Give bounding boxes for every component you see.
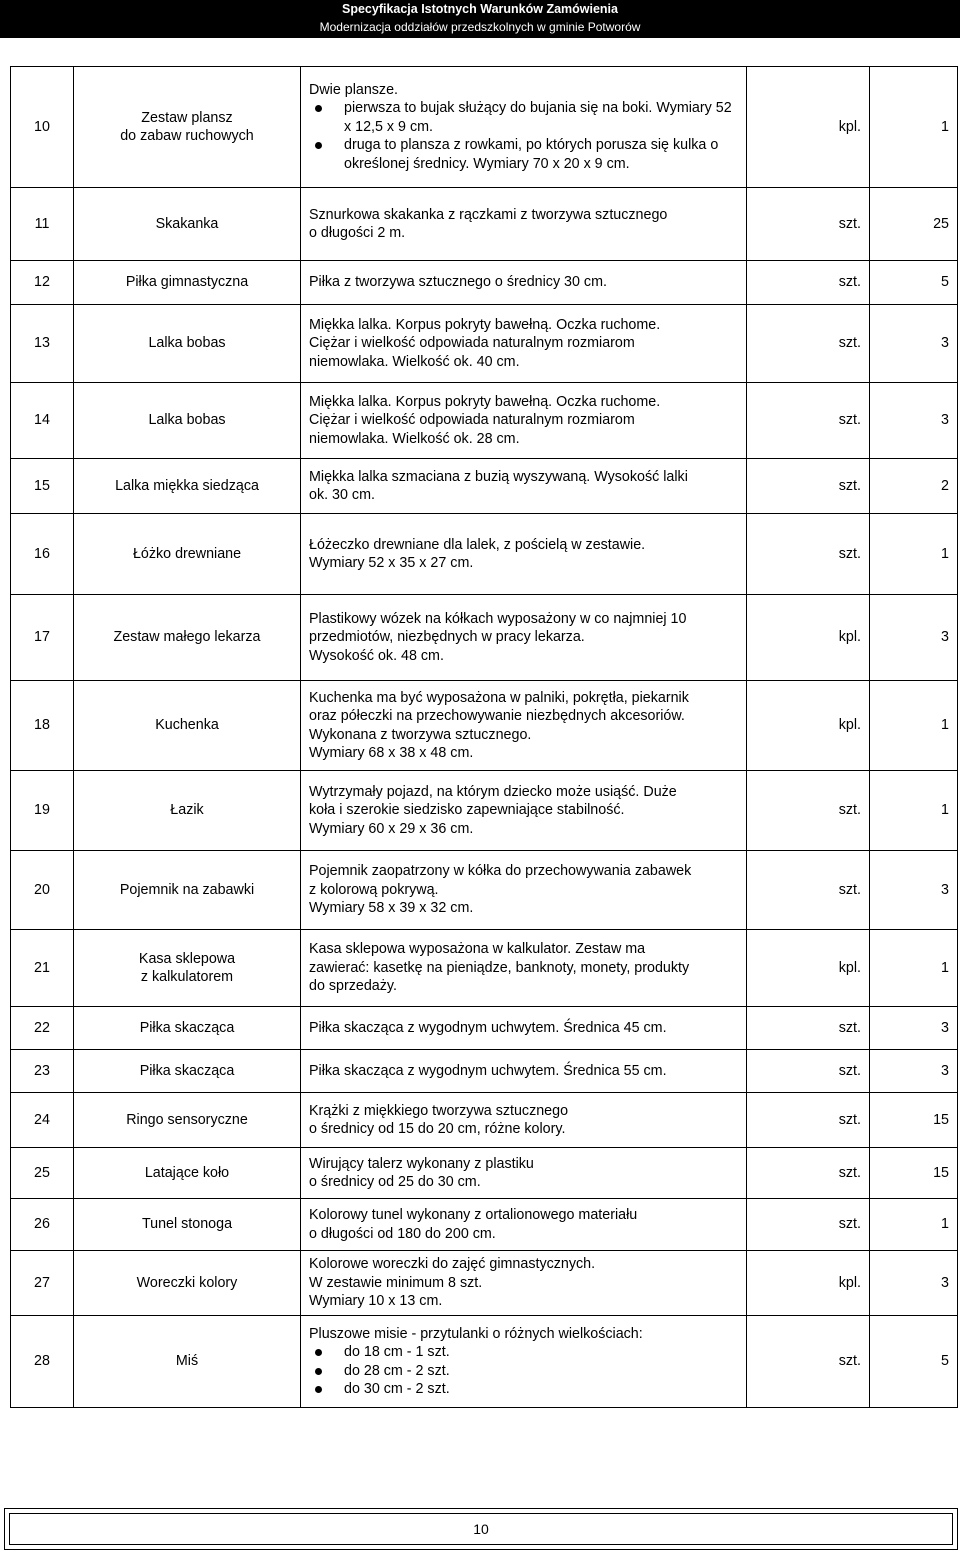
item-description-line: Wymiary 52 x 35 x 27 cm. <box>309 555 474 571</box>
table-row <box>11 1050 958 1093</box>
table-row <box>11 595 958 681</box>
item-description-line: Krążki z miękkiego tworzywa sztucznego <box>309 1102 569 1119</box>
item-name-cell <box>74 261 301 305</box>
item-quantity: 3 <box>870 1050 958 1093</box>
item-number: 13 <box>11 305 74 383</box>
item-number: 19 <box>11 771 74 851</box>
item-quantity: 5 <box>870 261 958 305</box>
item-unit: kpl. <box>747 681 870 771</box>
item-number: 21 <box>11 930 74 1007</box>
item-description-intro: Pluszowe misie - przytulanki o różnych wielkościach: <box>309 1325 643 1342</box>
item-quantity: 1 <box>870 930 958 1007</box>
item-unit: szt. <box>747 459 870 514</box>
table-row <box>11 681 958 771</box>
document-header <box>0 0 960 38</box>
item-name-line: Miś <box>175 1353 199 1370</box>
item-name-cell <box>74 851 301 930</box>
item-unit: szt. <box>747 383 870 459</box>
item-unit: szt. <box>747 305 870 383</box>
item-description-cell <box>301 771 747 851</box>
item-description-line: Wymiary 60 x 29 x 36 cm. <box>309 820 474 837</box>
document-title: Specyfikacja Istotnych Warunków Zamówienia <box>341 2 618 16</box>
item-description-cell <box>301 514 747 595</box>
bullet-item: do 28 cm - 2 szt. <box>309 1362 738 1381</box>
item-number: 11 <box>11 188 74 261</box>
item-description-cell <box>301 1199 747 1251</box>
item-number: 22 <box>11 1007 74 1050</box>
item-number: 26 <box>11 1199 74 1251</box>
item-unit: szt. <box>747 1050 870 1093</box>
item-quantity: 5 <box>870 1316 958 1408</box>
item-unit: kpl. <box>747 595 870 681</box>
item-number: 15 <box>11 459 74 514</box>
item-description-line: Kuchenka ma być wyposażona w palniki, pokrętła, piekarnik <box>309 689 689 706</box>
item-quantity: 2 <box>870 459 958 514</box>
item-quantity: 1 <box>870 681 958 771</box>
item-description-cell <box>301 851 747 930</box>
item-number: 17 <box>11 595 74 681</box>
item-quantity: 3 <box>870 305 958 383</box>
item-quantity: 15 <box>870 1093 958 1148</box>
page-number: 10 <box>9 1513 953 1545</box>
bullet-item: do 30 cm - 2 szt. <box>309 1380 738 1399</box>
item-name-line: Piłka skacząca <box>139 1062 235 1079</box>
specification-table-body <box>11 67 958 1408</box>
item-unit: kpl. <box>747 67 870 188</box>
table-row <box>11 1251 958 1316</box>
item-number: 12 <box>11 261 74 305</box>
item-description-line: koła i szerokie siedzisko zapewniające stabilność. <box>309 802 625 819</box>
item-description-line: o długości 2 m. <box>309 225 406 241</box>
item-description-cell <box>301 681 747 771</box>
item-name-cell <box>74 383 301 459</box>
bullet-item: do 18 cm - 1 szt. <box>309 1343 738 1362</box>
item-name-cell <box>74 459 301 514</box>
table-row <box>11 930 958 1007</box>
item-unit: szt. <box>747 261 870 305</box>
item-description-line: Kasa sklepowa wyposażona w kalkulator. Zestaw ma <box>309 941 646 958</box>
item-name-line: Ringo sensoryczne <box>126 1111 248 1128</box>
item-name-line: Kasa sklepowa <box>138 950 236 967</box>
item-name-line: z kalkulatorem <box>140 969 234 985</box>
item-number: 24 <box>11 1093 74 1148</box>
item-description-line: Plastikowy wózek na kółkach wyposażony w co najmniej 10 <box>309 610 687 627</box>
table-row <box>11 514 958 595</box>
item-description-line: Wymiary 10 x 13 cm. <box>309 1293 443 1310</box>
item-description-line: Pojemnik zaopatrzony w kółka do przechowywania zabawek <box>309 863 692 880</box>
item-description-line: Wirujący talerz wykonany z plastiku <box>309 1155 534 1172</box>
item-name-cell <box>74 188 301 261</box>
item-name-cell <box>74 1316 301 1408</box>
specification-table <box>10 66 958 1408</box>
table-row <box>11 771 958 851</box>
item-description-line: o średnicy od 25 do 30 cm. <box>309 1174 481 1190</box>
bullet-list <box>309 99 738 173</box>
item-name-cell <box>74 514 301 595</box>
item-name-line: Łazik <box>170 802 204 819</box>
item-unit: szt. <box>747 1007 870 1050</box>
item-quantity: 3 <box>870 1251 958 1316</box>
item-name-cell <box>74 771 301 851</box>
item-quantity: 15 <box>870 1148 958 1199</box>
item-unit: szt. <box>747 1093 870 1148</box>
item-name-cell <box>74 67 301 188</box>
item-description-line: Ciężar i wielkość odpowiada naturalnym rozmiarom <box>309 412 635 429</box>
item-name-line: Lalka miękka siedząca <box>115 477 259 494</box>
table-row <box>11 1007 958 1050</box>
item-description-line: ok. 30 cm. <box>309 487 375 503</box>
item-description-cell <box>301 1050 747 1093</box>
table-row <box>11 383 958 459</box>
item-description-line: niemowlaka. Wielkość ok. 40 cm. <box>309 353 520 370</box>
item-unit: szt. <box>747 1316 870 1408</box>
item-name-line: do zabaw ruchowych <box>120 128 254 144</box>
item-number: 25 <box>11 1148 74 1199</box>
item-description-line: Ciężar i wielkość odpowiada naturalnym rozmiarom <box>309 335 635 352</box>
item-name-line: Zestaw małego lekarza <box>113 629 261 646</box>
item-name-line: Piłka gimnastyczna <box>125 274 249 291</box>
table-row <box>11 1199 958 1251</box>
bullet-item: druga to plansza z rowkami, po których porusza się kulka o określonej średnicy. Wymiary 70 x 20 x 9 cm. <box>309 136 738 173</box>
item-description-cell <box>301 595 747 681</box>
table-row <box>11 1316 958 1408</box>
item-number: 10 <box>11 67 74 188</box>
item-description-cell <box>301 1251 747 1316</box>
table-row <box>11 305 958 383</box>
item-unit: kpl. <box>747 930 870 1007</box>
item-description-cell <box>301 305 747 383</box>
item-name-cell <box>74 930 301 1007</box>
table-row <box>11 261 958 305</box>
item-description-intro: Dwie plansze. <box>309 81 398 98</box>
item-name-line: Woreczki kolory <box>136 1274 238 1291</box>
table-row <box>11 67 958 188</box>
item-name-line: Tunel stonoga <box>141 1216 233 1233</box>
item-description-line: do sprzedaży. <box>309 978 397 995</box>
item-quantity: 1 <box>870 67 958 188</box>
item-description-line: W zestawie minimum 8 szt. <box>309 1274 483 1291</box>
item-name-line: Pojemnik na zabawki <box>119 881 255 898</box>
item-name-line: Lalka bobas <box>148 412 226 429</box>
item-name-line: Łóżko drewniane <box>132 545 242 562</box>
item-name-cell <box>74 1199 301 1251</box>
item-description-line: oraz półeczki na przechowywanie niezbędnych akcesoriów. <box>309 708 685 724</box>
bullet-list <box>309 1343 738 1399</box>
item-description-line: przedmiotów, niezbędnych w pracy lekarza. <box>309 629 585 646</box>
item-number: 27 <box>11 1251 74 1316</box>
item-description-line: niemowlaka. Wielkość ok. 28 cm. <box>309 430 520 447</box>
item-description-line: Kolorowy tunel wykonany z ortalionowego materiału <box>309 1207 638 1223</box>
item-description-line: Piłka skacząca z wygodnym uchwytem. Średnica 55 cm. <box>309 1062 667 1079</box>
item-description-line: Sznurkowa skakanka z rączkami z tworzywa sztucznego <box>309 206 668 223</box>
item-number: 20 <box>11 851 74 930</box>
item-quantity: 3 <box>870 1007 958 1050</box>
item-description-cell <box>301 261 747 305</box>
item-description-line: Wykonana z tworzywa sztucznego. <box>309 726 532 743</box>
item-name-cell <box>74 305 301 383</box>
item-name-line: Piłka skacząca <box>139 1019 235 1036</box>
item-unit: szt. <box>747 771 870 851</box>
item-description-cell <box>301 67 747 188</box>
item-quantity: 1 <box>870 771 958 851</box>
item-quantity: 3 <box>870 595 958 681</box>
table-row <box>11 1093 958 1148</box>
table-row <box>11 1148 958 1199</box>
item-description-line: Miękka lalka. Korpus pokryty bawełną. Oczka ruchome. <box>309 316 661 333</box>
item-name-cell <box>74 595 301 681</box>
item-name-cell <box>74 1093 301 1148</box>
item-description-cell <box>301 188 747 261</box>
item-description-line: zawierać: kasetkę na pieniądze, banknoty, monety, produkty <box>309 959 690 976</box>
item-description-line: Wysokość ok. 48 cm. <box>309 647 444 664</box>
item-unit: szt. <box>747 851 870 930</box>
item-unit: szt. <box>747 514 870 595</box>
item-unit: szt. <box>747 1148 870 1199</box>
item-number: 23 <box>11 1050 74 1093</box>
item-name-cell <box>74 1007 301 1050</box>
item-quantity: 1 <box>870 1199 958 1251</box>
item-number: 18 <box>11 681 74 771</box>
item-name-line: Zestaw plansz <box>141 109 233 126</box>
item-name-cell <box>74 1148 301 1199</box>
item-description-line: Wymiary 68 x 38 x 48 cm. <box>309 745 474 761</box>
item-unit: szt. <box>747 1199 870 1251</box>
item-quantity: 1 <box>870 514 958 595</box>
bullet-item: pierwsza to bujak służący do bujania się na boki. Wymiary 52 x 12,5 x 9 cm. <box>309 99 738 136</box>
item-number: 16 <box>11 514 74 595</box>
item-description-line: Piłka skacząca z wygodnym uchwytem. Średnica 45 cm. <box>309 1019 667 1036</box>
item-description-line: Miękka lalka szmaciana z buzią wyszywaną. Wysokość lalki <box>309 468 688 485</box>
item-unit: szt. <box>747 188 870 261</box>
item-description-cell <box>301 459 747 514</box>
item-name-line: Kuchenka <box>155 717 219 734</box>
item-description-cell <box>301 1093 747 1148</box>
table-row <box>11 851 958 930</box>
item-description-cell <box>301 930 747 1007</box>
item-description-cell <box>301 1316 747 1408</box>
item-name-line: Skakanka <box>155 215 219 232</box>
item-description-line: Wytrzymały pojazd, na którym dziecko może usiąść. Duże <box>309 783 677 800</box>
item-unit: kpl. <box>747 1251 870 1316</box>
item-name-cell <box>74 1251 301 1316</box>
item-description-cell <box>301 1007 747 1050</box>
item-description-cell <box>301 383 747 459</box>
item-number: 14 <box>11 383 74 459</box>
document-subtitle: Modernizacja oddziałów przedszkolnych w gminie Potworów <box>319 20 641 34</box>
table-row <box>11 188 958 261</box>
item-description-cell <box>301 1148 747 1199</box>
item-description-line: Piłka z tworzywa sztucznego o średnicy 30 cm. <box>309 274 607 291</box>
item-name-cell <box>74 1050 301 1093</box>
item-number: 28 <box>11 1316 74 1408</box>
item-description-line: Kolorowe woreczki do zajęć gimnastycznych. <box>309 1256 596 1273</box>
item-name-cell <box>74 681 301 771</box>
item-quantity: 25 <box>870 188 958 261</box>
item-quantity: 3 <box>870 383 958 459</box>
item-name-line: Lalka bobas <box>148 335 226 352</box>
item-quantity: 3 <box>870 851 958 930</box>
page-footer <box>4 1508 958 1550</box>
item-description-line: o średnicy od 15 do 20 cm, różne kolory. <box>309 1121 566 1137</box>
item-description-line: o długości od 180 do 200 cm. <box>309 1225 496 1242</box>
item-description-line: Miękka lalka. Korpus pokryty bawełną. Oczka ruchome. <box>309 393 661 410</box>
item-description-line: z kolorową pokrywą. <box>309 881 439 898</box>
item-description-line: Wymiary 58 x 39 x 32 cm. <box>309 900 474 917</box>
table-row <box>11 459 958 514</box>
item-description-line: Łóżeczko drewniane dla lalek, z pościelą w zestawie. <box>309 536 646 553</box>
item-name-line: Latające koło <box>144 1164 230 1181</box>
